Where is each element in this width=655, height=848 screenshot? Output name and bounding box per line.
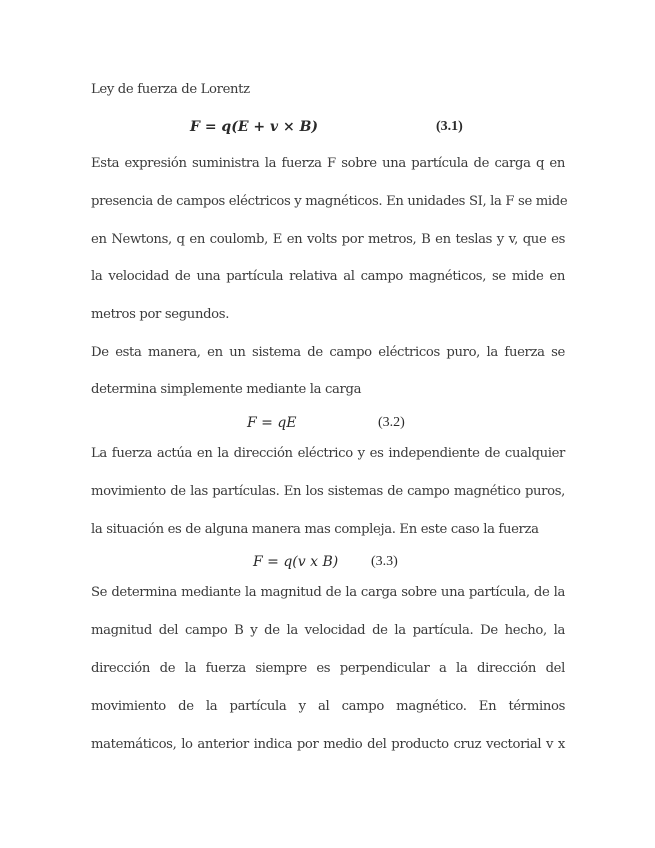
section-title: Ley de fuerza de Lorentz (91, 82, 250, 97)
paragraph-3-line-1: La fuerza actúa en la dirección eléctrico y es independiente de cualquier (91, 446, 565, 461)
paragraph-2-line-1: De esta manera, en un sistema de campo eléctricos puro, la fuerza se (91, 345, 565, 360)
paragraph-4-line-1: Se determina mediante la magnitud de la carga sobre una partícula, de la (91, 585, 565, 600)
paragraph-1-line-1: Esta expresión suministra la fuerza F sobre una partícula de carga q en (91, 156, 565, 171)
paragraph-2-line-2: determina simplemente mediante la carga (91, 382, 362, 397)
paragraph-1-line-2: presencia de campos eléctricos y magnéticos. En unidades SI, la F se mide (91, 194, 568, 209)
paragraph-3-line-3: la situación es de alguna manera mas compleja. En este caso la fuerza (91, 522, 539, 537)
paragraph-4-line-4: movimiento de la partícula y al campo magnético. En términos (91, 699, 565, 714)
paragraph-4-line-3: dirección de la fuerza siempre es perpendicular a la dirección del (91, 661, 565, 676)
paragraph-1-line-4: la velocidad de una partícula relativa al campo magnéticos, se mide en (91, 269, 565, 284)
equation-3-1-number: (3.1) (436, 119, 463, 134)
equation-3-1: F = q(E + v × B) (190, 119, 319, 135)
paragraph-4-line-5: matemáticos, lo anterior indica por medio del producto cruz vectorial v x (91, 737, 565, 752)
paragraph-3-line-2: movimiento de las partículas. En los sistemas de campo magnético puros, (91, 484, 565, 499)
paragraph-1-line-5: metros por segundos. (91, 307, 230, 322)
paragraph-4-line-2: magnitud del campo B y de la velocidad de la partícula. De hecho, la (91, 623, 565, 638)
equation-3-3: F = q(v x B) (253, 554, 339, 570)
equation-3-3-number: (3.3) (371, 554, 398, 569)
paragraph-1-line-3: en Newtons, q en coulomb, E en volts por metros, B en teslas y v, que es (91, 232, 565, 247)
equation-3-2-number: (3.2) (378, 415, 405, 430)
equation-3-2: F = qE (247, 415, 297, 431)
